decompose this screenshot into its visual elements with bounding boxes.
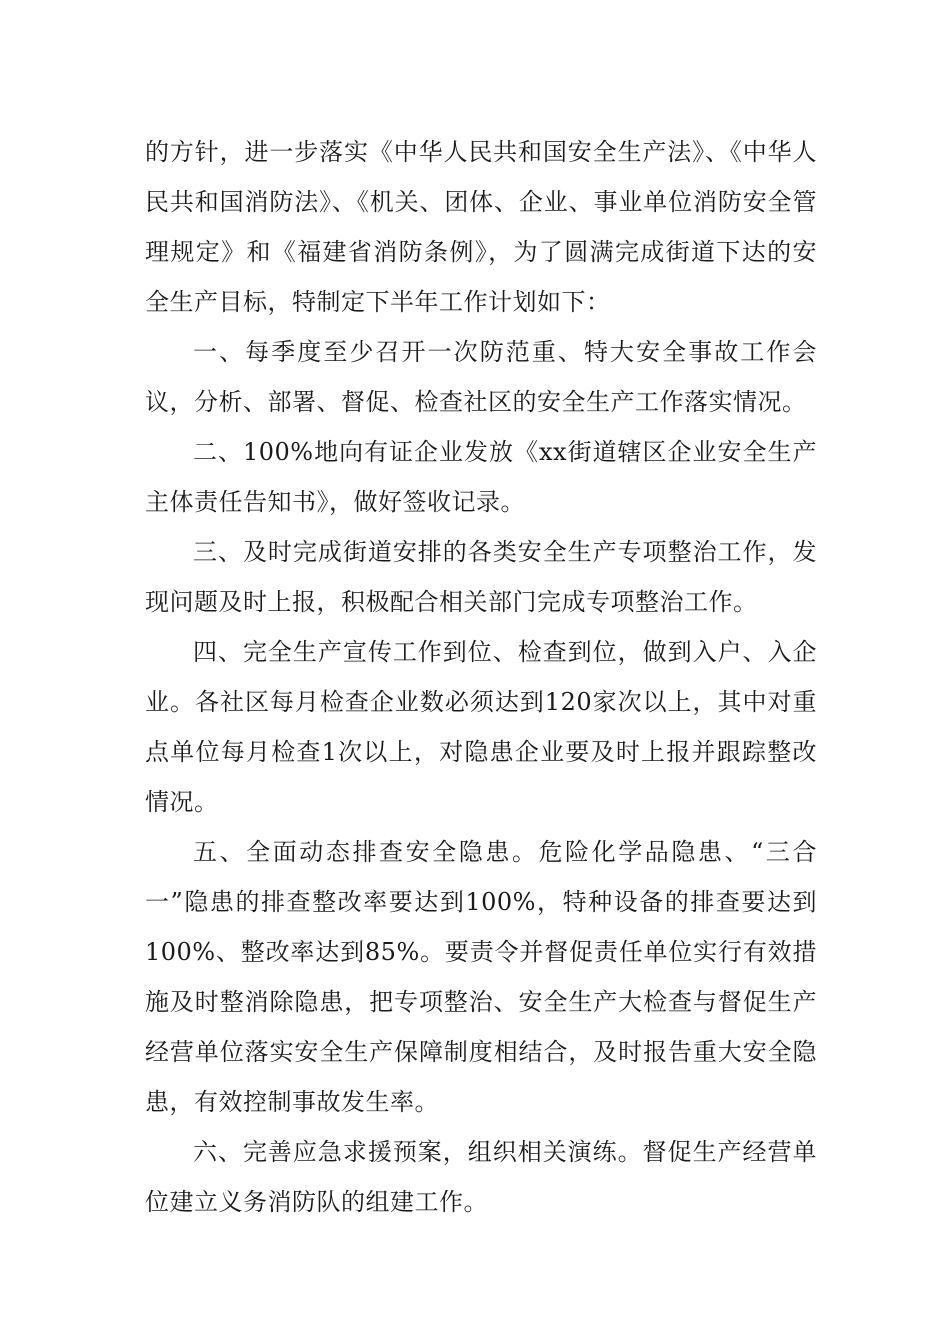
paragraph-item-3: 三、及时完成街道安排的各类安全生产专项整治工作，发现问题及时上报，积极配合相关部门完成专项整治工作。 [145,538,817,616]
paragraph-item-1: 一、每季度至少召开一次防范重、特大安全事故工作会议，分析、部署、督促、检查社区的安全生产工作落实情况。 [145,338,817,416]
paragraph-intro: 的方针，进一步落实《中华人民共和国安全生产法》、《中华人民共和国消防法》、《机关、团体、企业、事业单位消防安全管理规定》和《福建省消防条例》，为了圆满完成街道下达的安全生产目标，特制定下半年工作计划如下： [145,138,817,316]
document-body [145,127,817,1227]
paragraph-item-4: 四、完全生产宣传工作到位、检查到位，做到入户、入企业。各社区每月检查企业数必须达到120家次以上，其中对重点单位每月检查1次以上，对隐患企业要及时上报并跟踪整改情况。 [145,638,817,816]
paragraph-item-5: 五、全面动态排查安全隐患。危险化学品隐患、“三合一”隐患的排查整改率要达到100%，特种设备的排查要达到100%、整改率达到85%。要责令并督促责任单位实行有效措施及时整消除隐患，把专项整治、安全生产大检查与督促生产经营单位落实安全生产保障制度相结合，及时报告重大安全隐患，有效控制事故发生率。 [145,838,817,1116]
paragraph-item-6: 六、完善应急求援预案，组织相关演练。督促生产经营单位建立义务消防队的组建工作。 [145,1138,817,1216]
paragraph-item-2: 二、100%地向有证企业发放《xx街道辖区企业安全生产主体责任告知书》，做好签收记录。 [145,438,817,516]
